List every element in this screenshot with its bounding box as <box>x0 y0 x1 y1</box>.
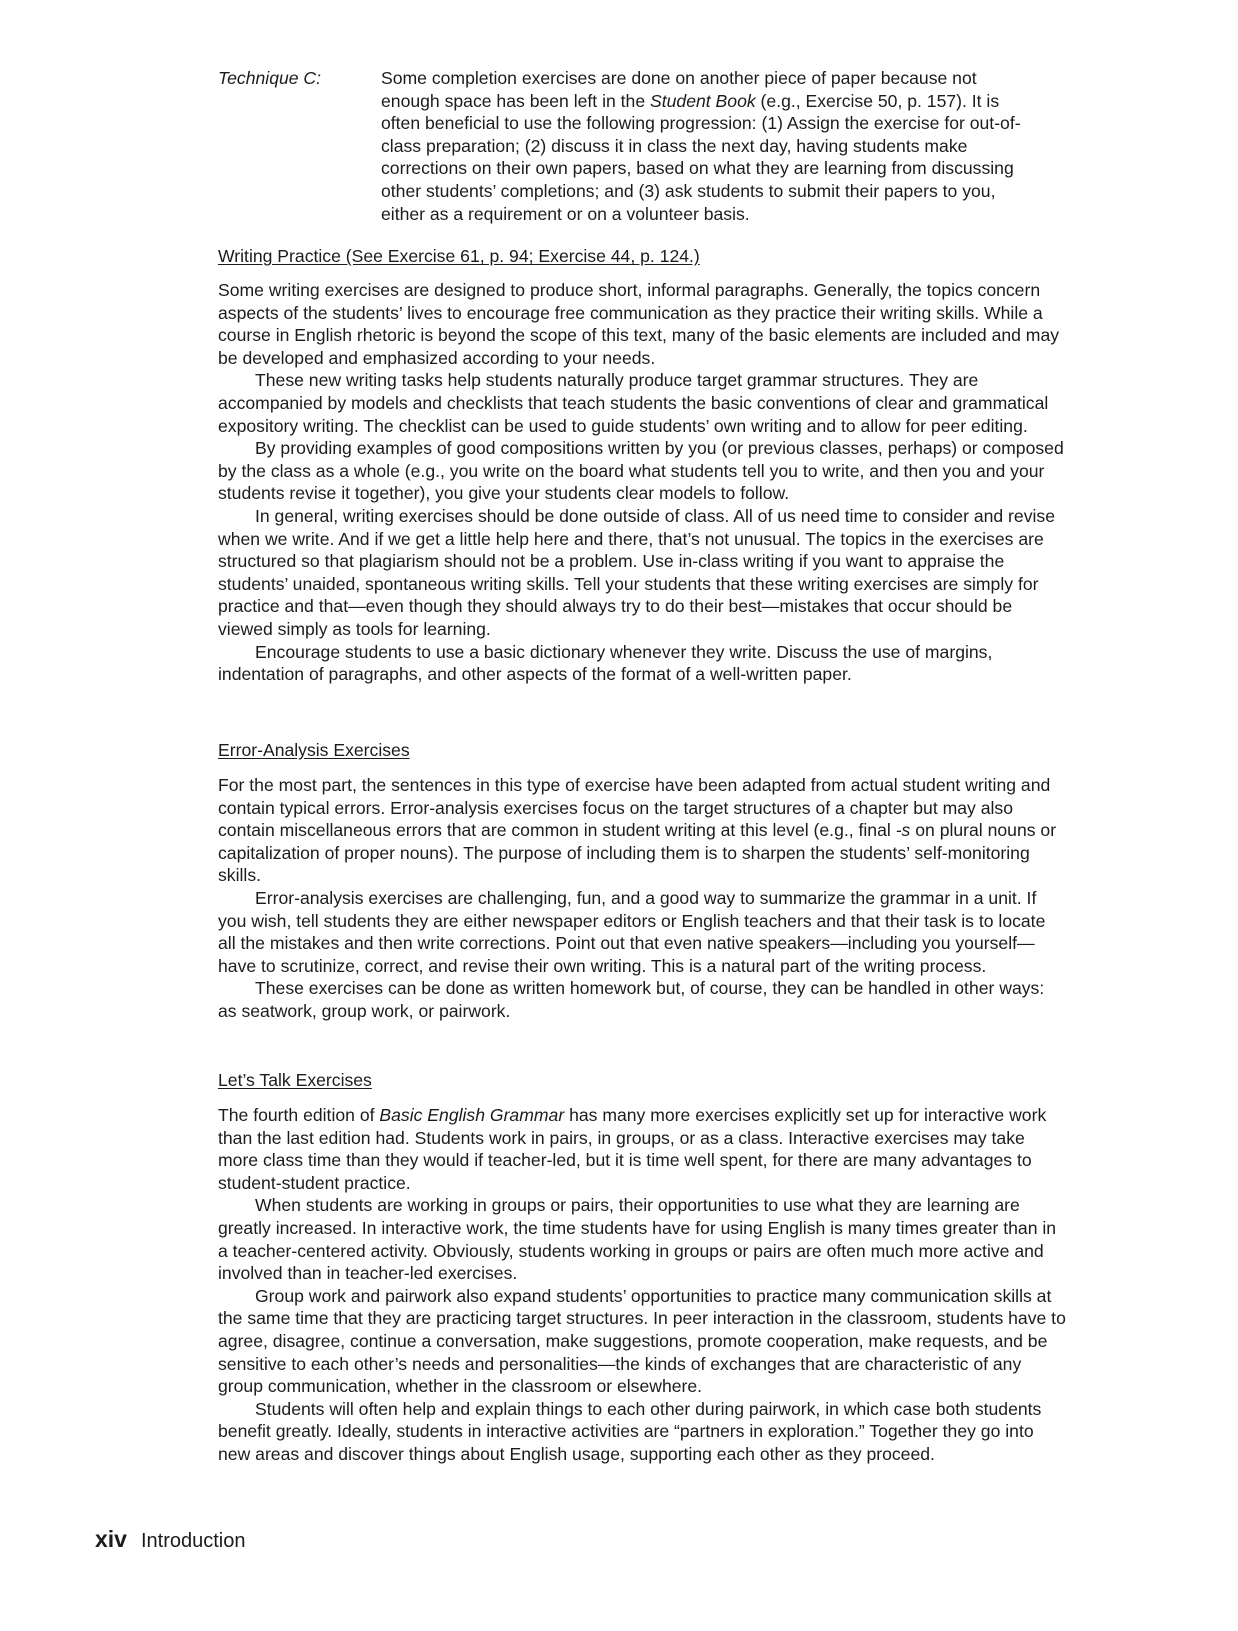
page-footer <box>95 1526 246 1554</box>
technique-c-block <box>218 67 1066 225</box>
page-number: xiv <box>95 1526 127 1552</box>
writing-practice-paragraph-4: In general, writing exercises should be done outside of class. All of us need time to consider and revise when we write. And if we get a little help here and there, that’s not unusual. The topics in the exercises are structured so that plagiarism should not be a problem. Use in-class writing if you want to appraise the students’ unaided, spontaneous writing skills. Tell your students that these writing exercises are simply for practice and that—even though they should always try to do their best—mistakes that occur should be viewed simply as tools for learning. <box>218 505 1055 639</box>
technique-c-book-title: Student Book <box>650 90 756 111</box>
writing-practice-paragraph-2: These new writing tasks help students naturally produce target grammar structures. They are accompanied by models and checklists that teach students the basic conventions of clear and grammatical expository writing. The checklist can be used to guide students’ own writing and to allow for peer editing. <box>218 370 1049 436</box>
error-analysis-paragraph-1 <box>218 774 1066 887</box>
writing-practice-paragraph-1: Some writing exercises are designed to produce short, informal paragraphs. Generally, the topics concern aspects of the students’ lives to encourage free communication as they practice their writing skills. While a course in English rhetoric is beyond the scope of this text, many of the basic elements are included and may be developed and emphasized according to your needs. <box>218 280 1060 368</box>
technique-c-label: Technique C: <box>218 68 322 88</box>
lets-talk-paragraph-1-part1: The fourth edition of <box>218 1105 380 1125</box>
technique-c-text-part2: (e.g., Exercise 50, p. 157). It is often beneficial to use the following progression: (1) Assign the exercise for out-of-class preparation; (2) discuss it in class the next day, having students make corrections on their own papers, based on what they are learning from discussing other students’ completions; and (3) ask students to submit their papers to you, either as a requirement or on a volunteer basis. <box>381 90 1021 224</box>
error-analysis-heading: Error-Analysis Exercises <box>218 740 410 760</box>
lets-talk-paragraph-1 <box>218 1104 1066 1194</box>
lets-talk-paragraph-1-part2: has many more exercises explicitly set up for interactive work than the last edition had. Students work in pairs, in groups, or as a class. Interactive exercises may take more class time than they would if teacher-led, but it is time well spent, for there are many advantages to student-student practice. <box>218 1105 1047 1193</box>
error-analysis-suffix-s: -s <box>895 820 911 841</box>
lets-talk-heading: Let’s Talk Exercises <box>218 1070 372 1090</box>
footer-section-title: Introduction <box>140 1530 246 1552</box>
lets-talk-book-title: Basic English Grammar <box>379 1105 565 1125</box>
lets-talk-paragraph-3: Group work and pairwork also expand students’ opportunities to practice many communication skills at the same time that they are practicing target structures. In peer interaction in the classroom, students have to agree, disagree, continue a conversation, make suggestions, promote cooperation, make requests, and be sensitive to each other’s needs and personalities—the kinds of exchanges that are characteristic of any group communication, whether in the classroom or elsewhere. <box>218 1285 1066 1397</box>
writing-practice-paragraph-3: By providing examples of good compositions written by you (or previous classes, perhaps) or composed by the class as a whole (e.g., you write on the board what students tell you to write, and then you and your students revise it together), you give your students clear models to follow. <box>218 438 1064 504</box>
technique-c-text <box>381 67 1031 225</box>
error-analysis-paragraph-1-part1: For the most part, the sentences in this type of exercise have been adapted from actual student writing and contain typical errors. Error-analysis exercises focus on the target structures of a chapter but may also contain miscellaneous errors that are common in student writing at this level (e.g., final <box>218 775 1051 841</box>
writing-practice-heading: Writing Practice (See Exercise 61, p. 94; Exercise 44, p. 124.) <box>218 246 700 266</box>
error-analysis-paragraph-1-part2: on plural nouns or capitalization of proper nouns). The purpose of including them is to sharpen the students’ self-monitoring skills. <box>218 820 1057 886</box>
writing-practice-section <box>218 279 1066 686</box>
error-analysis-paragraph-3: These exercises can be done as written homework but, of course, they can be handled in other ways: as seatwork, group work, or pairwork. <box>218 978 1045 1021</box>
lets-talk-section <box>218 1104 1066 1466</box>
writing-practice-paragraph-5: Encourage students to use a basic dictionary whenever they write. Discuss the use of margins, indentation of paragraphs, and other aspects of the format of a well-written paper. <box>218 641 993 685</box>
error-analysis-section <box>218 774 1066 1023</box>
lets-talk-paragraph-2: When students are working in groups or pairs, their opportunities to use what they are learning are greatly increased. In interactive work, the time students have for using English is many times greater than in a teacher-centered activity. Obviously, students working in groups or pairs are often much more active and involved than in teacher-led exercises. <box>218 1195 1057 1284</box>
error-analysis-paragraph-2: Error-analysis exercises are challenging, fun, and a good way to summarize the grammar in a unit. If you wish, tell students they are either newspaper editors or English teachers and that their task is to locate all the mistakes and then write corrections. Point out that even native speakers—including you yourself—have to scrutinize, correct, and revise their own writing. This is a natural part of the writing process. <box>218 887 1046 976</box>
technique-c-text-part1: Some completion exercises are done on another piece of paper because not enough space has been left in the <box>381 68 977 111</box>
lets-talk-paragraph-4: Students will often help and explain things to each other during pairwork, in which case both students benefit greatly. Ideally, students in interactive activities are “partners in exploration.” Together they go into new areas and discover things about English usage, supporting each other as they proceed. <box>218 1398 1042 1464</box>
